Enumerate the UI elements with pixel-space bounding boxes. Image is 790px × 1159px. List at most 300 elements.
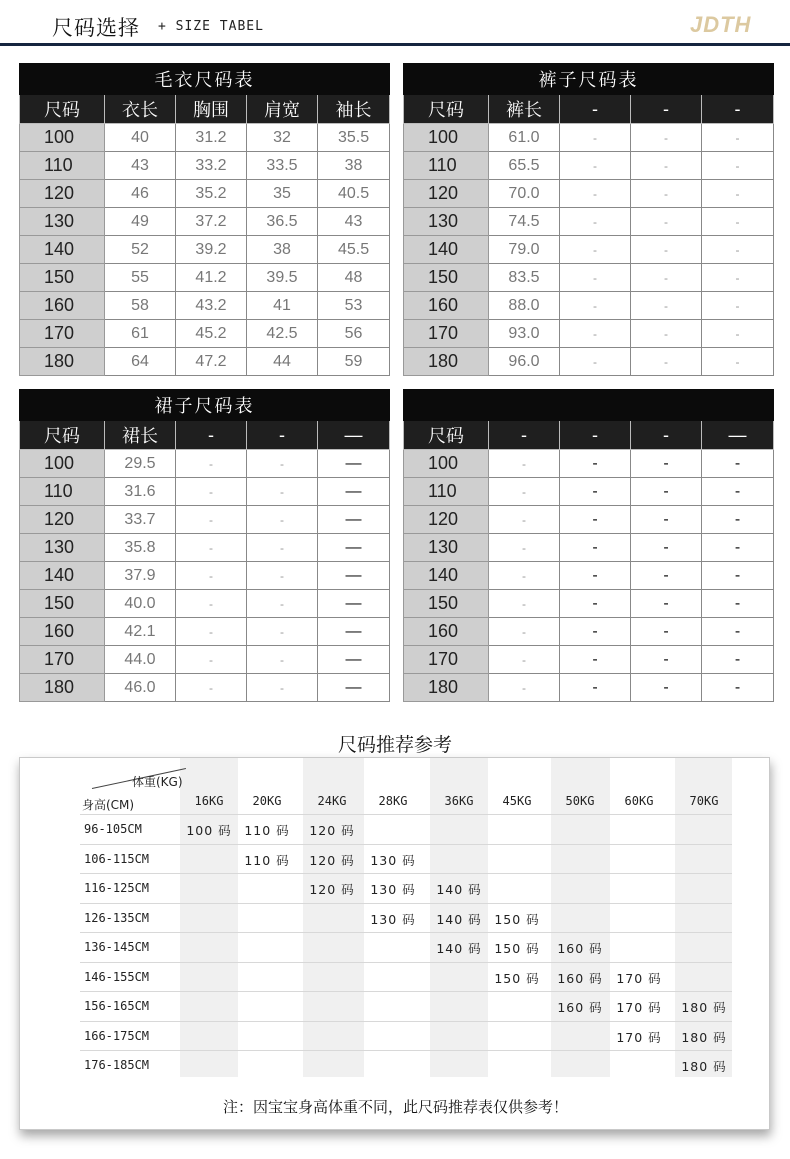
value-cell: -	[702, 180, 774, 208]
table-row	[20, 264, 390, 292]
value-cell: -	[560, 478, 631, 506]
size-cell: 140	[20, 562, 105, 590]
value-cell: -	[702, 348, 774, 376]
table-row	[404, 124, 774, 152]
value-cell: 70.0	[489, 180, 560, 208]
value-cell: 45.5	[318, 236, 390, 264]
column-header: -	[560, 421, 631, 450]
size-cell: 160	[404, 618, 489, 646]
recommend-size-cell: 170 码	[616, 1029, 662, 1045]
size-cell: 180	[404, 674, 489, 702]
table-row	[20, 506, 390, 534]
column-header: -	[247, 421, 318, 450]
value-cell: 29.5	[105, 450, 176, 478]
value-cell: -	[176, 478, 247, 506]
table-row	[404, 320, 774, 348]
recommend-size-cell: 130 码	[370, 882, 416, 897]
value-cell: -	[702, 320, 774, 348]
value-cell: -	[560, 152, 631, 180]
height-axis-label: 身高(CM)	[82, 798, 135, 812]
value-cell: —	[318, 674, 390, 702]
value-cell: 55	[105, 264, 176, 292]
recommend-size-cell: 100 码	[186, 823, 232, 838]
height-row-label: 156-165CM	[84, 999, 150, 1013]
value-cell: -	[702, 534, 774, 562]
value-cell: -	[560, 562, 631, 590]
size-cell: 120	[404, 506, 489, 534]
value-cell: -	[702, 124, 774, 152]
value-cell: -	[631, 264, 702, 292]
recommend-title: 尺码推荐参考	[337, 734, 452, 756]
size-cell: 110	[404, 478, 489, 506]
value-cell: 45.2	[176, 320, 247, 348]
recommend-size-cell: 120 码	[309, 852, 355, 868]
size-cell: 150	[20, 590, 105, 618]
value-cell: -	[560, 264, 631, 292]
value-cell: 64	[105, 348, 176, 376]
recommend-size-cell: 120 码	[309, 823, 355, 838]
size-cell: 110	[20, 478, 105, 506]
recommend-size-cell: 120 码	[309, 882, 355, 897]
table-row	[404, 236, 774, 264]
value-cell: -	[631, 450, 702, 478]
value-cell: -	[631, 124, 702, 152]
size-cell: 100	[404, 450, 489, 478]
value-cell: 88.0	[489, 292, 560, 320]
value-cell: -	[489, 534, 560, 562]
column-header: —	[702, 421, 774, 450]
recommend-size-cell: 110 码	[244, 852, 290, 868]
value-cell: -	[247, 674, 318, 702]
value-cell: 40.0	[105, 590, 176, 618]
value-cell: 58	[105, 292, 176, 320]
table-row	[20, 152, 390, 180]
value-cell: -	[560, 590, 631, 618]
value-cell: -	[489, 618, 560, 646]
table-row	[404, 590, 774, 618]
value-cell: -	[489, 450, 560, 478]
value-cell: -	[560, 180, 631, 208]
height-row-label: 126-135CM	[84, 910, 150, 925]
size-cell: 160	[20, 618, 105, 646]
size-cell: 150	[20, 264, 105, 292]
value-cell: —	[318, 478, 390, 506]
row-divider	[80, 903, 732, 904]
value-cell: -	[176, 506, 247, 534]
table-row	[404, 450, 774, 478]
recommend-size-cell: 140 码	[436, 911, 482, 927]
value-cell: -	[489, 674, 560, 702]
recommend-size-cell: 160 码	[557, 1000, 603, 1015]
column-header: -	[702, 95, 774, 124]
value-cell: 39.5	[247, 264, 318, 292]
page-header	[0, 0, 790, 46]
value-cell: —	[318, 646, 390, 674]
value-cell: —	[318, 590, 390, 618]
table-row	[20, 618, 390, 646]
value-cell: 40	[105, 124, 176, 152]
pants-size-table	[403, 63, 774, 376]
header-divider	[0, 43, 790, 46]
column-header: -	[176, 421, 247, 450]
size-cell: 160	[20, 292, 105, 320]
value-cell: 33.2	[176, 152, 247, 180]
value-cell: -	[176, 646, 247, 674]
value-cell: -	[631, 478, 702, 506]
size-cell: 130	[20, 208, 105, 236]
weight-column-header: 16KG	[194, 794, 224, 808]
value-cell: -	[631, 236, 702, 264]
column-header: 尺码	[404, 421, 489, 450]
value-cell: -	[489, 562, 560, 590]
table-caption: 毛衣尺码表	[20, 64, 390, 95]
table-caption: 裤子尺码表	[404, 64, 774, 95]
value-cell: -	[489, 646, 560, 674]
row-divider	[80, 1021, 732, 1022]
height-row-label: 146-155CM	[84, 969, 150, 984]
table-row	[404, 534, 774, 562]
value-cell: -	[247, 478, 318, 506]
recommend-size-cell: 140 码	[436, 882, 482, 897]
value-cell: -	[702, 208, 774, 236]
value-cell: -	[631, 534, 702, 562]
column-header: 肩宽	[247, 95, 318, 124]
row-divider	[80, 844, 732, 845]
value-cell: 31.2	[176, 124, 247, 152]
value-cell: 42.5	[247, 320, 318, 348]
value-cell: -	[247, 562, 318, 590]
row-divider	[80, 1050, 732, 1051]
value-cell: —	[318, 450, 390, 478]
size-cell: 130	[20, 534, 105, 562]
column-header: -	[560, 95, 631, 124]
weight-column-header: 60KG	[624, 794, 654, 808]
value-cell: -	[489, 478, 560, 506]
size-cell: 170	[20, 320, 105, 348]
size-cell: 140	[20, 236, 105, 264]
table-row	[404, 478, 774, 506]
weight-column-header: 20KG	[252, 794, 282, 808]
value-cell: -	[631, 348, 702, 376]
value-cell: -	[631, 646, 702, 674]
value-cell: 74.5	[489, 208, 560, 236]
value-cell: -	[631, 618, 702, 646]
value-cell: -	[702, 236, 774, 264]
value-cell: 43	[105, 152, 176, 180]
value-cell: -	[702, 478, 774, 506]
height-row-label: 96-105CM	[84, 822, 142, 836]
value-cell: -	[631, 674, 702, 702]
value-cell: 33.5	[247, 152, 318, 180]
row-divider	[80, 814, 732, 815]
table-row	[404, 264, 774, 292]
weight-column-header: 28KG	[378, 794, 408, 808]
recommend-size-cell: 130 码	[370, 911, 416, 927]
value-cell: -	[176, 674, 247, 702]
table-row	[20, 180, 390, 208]
height-row-label: 116-125CM	[84, 881, 150, 895]
value-cell: 35.8	[105, 534, 176, 562]
recommend-size-cell: 130 码	[370, 852, 416, 868]
value-cell: -	[176, 450, 247, 478]
blank-size-table	[403, 389, 774, 702]
row-divider	[80, 932, 732, 933]
size-cell: 150	[404, 590, 489, 618]
column-header: —	[318, 421, 390, 450]
value-cell: -	[247, 534, 318, 562]
value-cell: -	[560, 506, 631, 534]
value-cell: -	[702, 562, 774, 590]
column-header: 裙长	[105, 421, 176, 450]
column-header: 胸围	[176, 95, 247, 124]
page-subtitle: + SIZE TABEL	[158, 19, 264, 34]
table-row	[20, 590, 390, 618]
value-cell: -	[489, 506, 560, 534]
value-cell: 39.2	[176, 236, 247, 264]
value-cell: 44	[247, 348, 318, 376]
sweater-size-table	[19, 63, 390, 376]
value-cell: -	[560, 236, 631, 264]
value-cell: -	[702, 590, 774, 618]
table-row	[20, 208, 390, 236]
value-cell: -	[631, 590, 702, 618]
value-cell: -	[560, 208, 631, 236]
value-cell: 47.2	[176, 348, 247, 376]
value-cell: 48	[318, 264, 390, 292]
size-cell: 120	[20, 506, 105, 534]
recommend-panel	[19, 757, 770, 1130]
value-cell: -	[560, 124, 631, 152]
value-cell: -	[631, 208, 702, 236]
value-cell: 37.2	[176, 208, 247, 236]
table-row	[20, 348, 390, 376]
size-cell: 100	[404, 124, 489, 152]
value-cell: 83.5	[489, 264, 560, 292]
value-cell: -	[247, 506, 318, 534]
weight-column-header: 45KG	[502, 794, 532, 808]
value-cell: -	[702, 152, 774, 180]
size-cell: 100	[20, 450, 105, 478]
skirt-size-table	[19, 389, 390, 702]
table-row	[404, 506, 774, 534]
table-caption	[404, 390, 774, 421]
size-cell: 140	[404, 236, 489, 264]
value-cell: -	[631, 506, 702, 534]
value-cell: 46	[105, 180, 176, 208]
value-cell: -	[702, 674, 774, 702]
recommend-size-cell: 180 码	[681, 1000, 727, 1015]
value-cell: 61.0	[489, 124, 560, 152]
value-cell: -	[560, 348, 631, 376]
table-row	[20, 450, 390, 478]
value-cell: 35.5	[318, 124, 390, 152]
value-cell: 46.0	[105, 674, 176, 702]
weight-column-header: 50KG	[565, 794, 595, 808]
value-cell: 56	[318, 320, 390, 348]
value-cell: 37.9	[105, 562, 176, 590]
recommend-size-cell: 170 码	[616, 970, 662, 986]
height-row-label: 176-185CM	[84, 1058, 150, 1072]
value-cell: -	[560, 674, 631, 702]
value-cell: —	[318, 562, 390, 590]
recommend-size-cell: 160 码	[557, 941, 603, 956]
row-divider	[80, 873, 732, 874]
value-cell: -	[247, 618, 318, 646]
recommend-size-cell: 150 码	[494, 911, 540, 927]
height-row-label: 106-115CM	[84, 851, 150, 866]
weight-column-header: 36KG	[444, 794, 474, 808]
value-cell: —	[318, 618, 390, 646]
table-row	[20, 674, 390, 702]
value-cell: 61	[105, 320, 176, 348]
column-header: 尺码	[404, 95, 489, 124]
table-row	[404, 152, 774, 180]
size-cell: 180	[20, 348, 105, 376]
table-row	[20, 320, 390, 348]
recommend-size-cell: 140 码	[436, 941, 482, 956]
value-cell: 38	[247, 236, 318, 264]
size-cell: 170	[404, 320, 489, 348]
value-cell: -	[247, 450, 318, 478]
value-cell: —	[318, 534, 390, 562]
value-cell: -	[702, 646, 774, 674]
recommend-size-cell: 110 码	[244, 823, 290, 838]
table-row	[404, 674, 774, 702]
table-row	[20, 534, 390, 562]
value-cell: -	[560, 292, 631, 320]
value-cell: 59	[318, 348, 390, 376]
table-row	[404, 292, 774, 320]
recommend-size-cell: 180 码	[681, 1059, 727, 1074]
table-row	[20, 292, 390, 320]
size-cell: 140	[404, 562, 489, 590]
size-cell: 160	[404, 292, 489, 320]
table-row	[20, 646, 390, 674]
column-header: 衣长	[105, 95, 176, 124]
column-header: 尺码	[20, 95, 105, 124]
value-cell: 36.5	[247, 208, 318, 236]
value-cell: 79.0	[489, 236, 560, 264]
value-cell: 43.2	[176, 292, 247, 320]
recommend-size-cell: 150 码	[494, 941, 540, 956]
size-cell: 120	[404, 180, 489, 208]
value-cell: —	[318, 506, 390, 534]
page-title: 尺码选择	[52, 16, 140, 40]
column-header: -	[631, 95, 702, 124]
value-cell: -	[176, 590, 247, 618]
brand-logo: JDTH	[690, 12, 752, 37]
table-row	[404, 618, 774, 646]
value-cell: 42.1	[105, 618, 176, 646]
column-header: 裤长	[489, 95, 560, 124]
value-cell: -	[560, 534, 631, 562]
value-cell: 35	[247, 180, 318, 208]
value-cell: -	[176, 534, 247, 562]
value-cell: 35.2	[176, 180, 247, 208]
recommend-note: 注：因宝宝身高体重不同，此尺码推荐表仅供参考！	[222, 1098, 568, 1116]
value-cell: 96.0	[489, 348, 560, 376]
value-cell: -	[631, 180, 702, 208]
value-cell: 40.5	[318, 180, 390, 208]
value-cell: 38	[318, 152, 390, 180]
table-row	[404, 180, 774, 208]
value-cell: -	[702, 450, 774, 478]
value-cell: 53	[318, 292, 390, 320]
table-row	[404, 348, 774, 376]
size-cell: 180	[20, 674, 105, 702]
column-header: 尺码	[20, 421, 105, 450]
size-cell: 130	[404, 208, 489, 236]
column-header: -	[489, 421, 560, 450]
value-cell: -	[631, 152, 702, 180]
table-caption: 裙子尺码表	[20, 390, 390, 421]
value-cell: -	[631, 562, 702, 590]
height-row-label: 166-175CM	[84, 1028, 150, 1043]
value-cell: -	[560, 450, 631, 478]
table-row	[404, 562, 774, 590]
table-row	[20, 236, 390, 264]
value-cell: -	[560, 646, 631, 674]
value-cell: -	[560, 618, 631, 646]
table-row	[404, 208, 774, 236]
size-cell: 120	[20, 180, 105, 208]
size-cell: 170	[20, 646, 105, 674]
table-row	[404, 646, 774, 674]
size-cell: 150	[404, 264, 489, 292]
table-row	[20, 562, 390, 590]
size-cell: 110	[20, 152, 105, 180]
weight-column-header: 24KG	[317, 794, 347, 808]
value-cell: 44.0	[105, 646, 176, 674]
value-cell: 43	[318, 208, 390, 236]
row-divider	[80, 991, 732, 992]
value-cell: 32	[247, 124, 318, 152]
value-cell: 49	[105, 208, 176, 236]
value-cell: -	[247, 646, 318, 674]
size-cell: 100	[20, 124, 105, 152]
value-cell: -	[702, 292, 774, 320]
height-row-label: 136-145CM	[84, 940, 150, 954]
value-cell: -	[702, 264, 774, 292]
column-header: -	[631, 421, 702, 450]
table-row	[20, 478, 390, 506]
value-cell: 41.2	[176, 264, 247, 292]
value-cell: -	[176, 562, 247, 590]
value-cell: 52	[105, 236, 176, 264]
recommend-size-cell: 150 码	[494, 970, 540, 986]
value-cell: -	[176, 618, 247, 646]
size-cell: 130	[404, 534, 489, 562]
value-cell: -	[631, 292, 702, 320]
recommend-size-cell: 170 码	[616, 1000, 662, 1015]
value-cell: -	[560, 320, 631, 348]
size-cell: 110	[404, 152, 489, 180]
size-cell: 180	[404, 348, 489, 376]
recommend-size-cell: 180 码	[681, 1029, 727, 1045]
value-cell: 93.0	[489, 320, 560, 348]
value-cell: 31.6	[105, 478, 176, 506]
value-cell: -	[631, 320, 702, 348]
size-cell: 170	[404, 646, 489, 674]
table-row	[20, 124, 390, 152]
weight-column-header: 70KG	[689, 794, 719, 808]
value-cell: 33.7	[105, 506, 176, 534]
recommend-size-cell: 160 码	[557, 970, 603, 986]
value-cell: -	[702, 506, 774, 534]
column-header: 袖长	[318, 95, 390, 124]
weight-axis-label: 体重(KG)	[132, 775, 183, 789]
value-cell: -	[247, 590, 318, 618]
